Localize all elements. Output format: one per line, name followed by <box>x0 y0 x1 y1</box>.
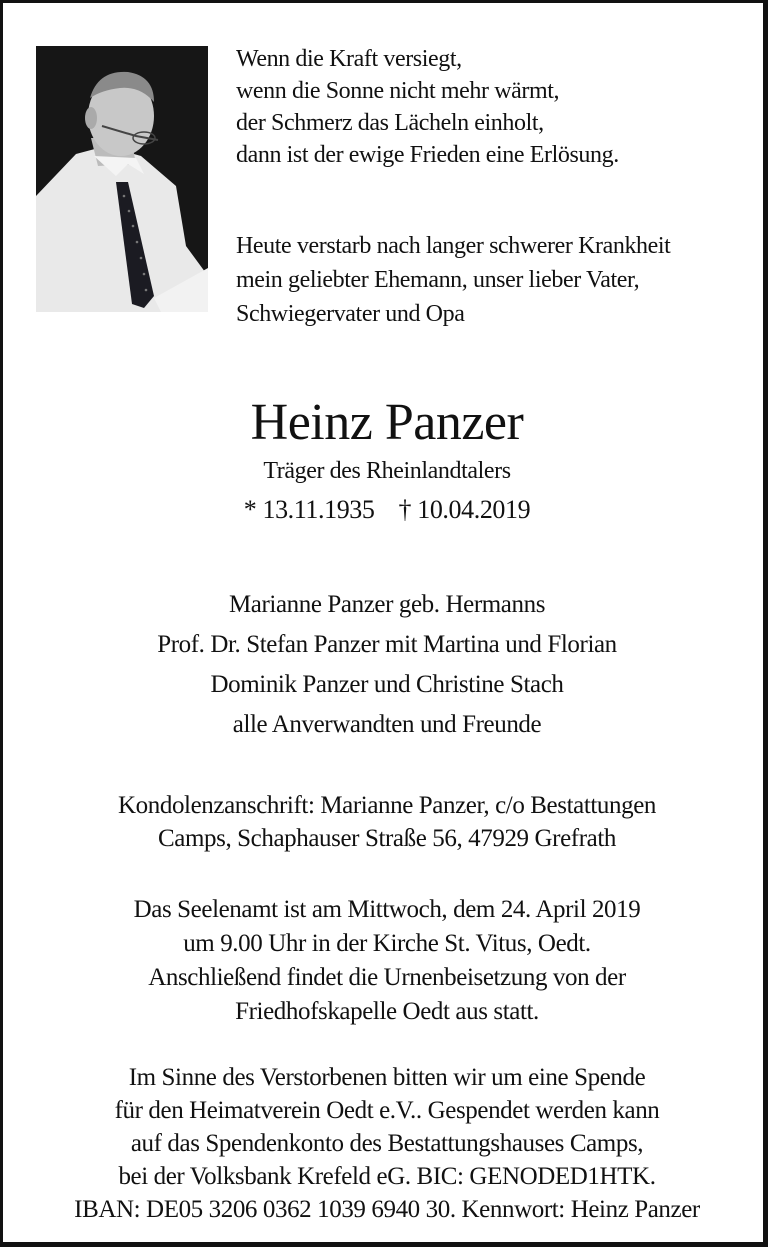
service-line: um 9.00 Uhr in der Kirche St. Vitus, Oedt. <box>183 930 591 957</box>
birth-date: * 13.11.1935 <box>243 495 375 524</box>
deceased-honor: Träger des Rheinlandtalers <box>263 458 511 484</box>
portrait-image <box>36 46 208 312</box>
mourner: Prof. Dr. Stefan Panzer mit Martina und Florian <box>157 631 617 658</box>
condolence-address <box>3 789 768 855</box>
condolence-line: Camps, Schaphauser Straße 56, 47929 Grefrath <box>158 825 616 852</box>
announcement-line: mein geliebter Ehemann, unser lieber Vater, <box>236 267 640 293</box>
donation-line: Im Sinne des Verstorbenen bitten wir um eine Spende <box>128 1064 646 1091</box>
donation-info <box>3 1061 768 1226</box>
deceased-name: Heinz Panzer <box>250 394 524 451</box>
service-info <box>3 893 768 1029</box>
verse-line: dann ist der ewige Frieden eine Erlösung. <box>236 142 619 168</box>
life-dates <box>3 493 768 527</box>
mourner: Dominik Panzer und Christine Stach <box>210 671 564 698</box>
death-date: † 10.04.2019 <box>398 495 531 524</box>
death-announcement <box>236 229 670 331</box>
verse-line: Wenn die Kraft versiegt, <box>236 46 462 72</box>
donation-line: für den Heimatverein Oedt e.V.. Gespendet werden kann <box>114 1097 660 1124</box>
mourner: alle Anverwandten und Freunde <box>232 711 542 738</box>
donation-line: IBAN: DE05 3206 0362 1039 6940 30. Kennwort: Heinz Panzer <box>74 1196 700 1223</box>
service-line: Anschließend findet die Urnenbeisetzung von der <box>148 964 626 991</box>
condolence-line: Kondolenzanschrift: Marianne Panzer, c/o Bestattungen <box>117 792 657 819</box>
announcement-line: Schwiegervater und Opa <box>236 301 465 327</box>
mourner: Marianne Panzer geb. Hermanns <box>228 591 546 618</box>
service-line: Das Seelenamt ist am Mittwoch, dem 24. April 2019 <box>133 896 641 923</box>
portrait-photo <box>36 46 208 312</box>
verse-line: wenn die Sonne nicht mehr wärmt, <box>236 78 560 104</box>
verse <box>236 43 619 171</box>
mourners-list <box>3 585 768 745</box>
announcement-line: Heute verstarb nach langer schwerer Krankheit <box>236 233 671 259</box>
donation-line: bei der Volksbank Krefeld eG. BIC: GENODED1HTK. <box>118 1163 656 1190</box>
donation-line: auf das Spendenkonto des Bestattungshauses Camps, <box>130 1130 644 1157</box>
verse-line: der Schmerz das Lächeln einholt, <box>236 110 544 136</box>
service-line: Friedhofskapelle Oedt aus statt. <box>235 998 539 1025</box>
